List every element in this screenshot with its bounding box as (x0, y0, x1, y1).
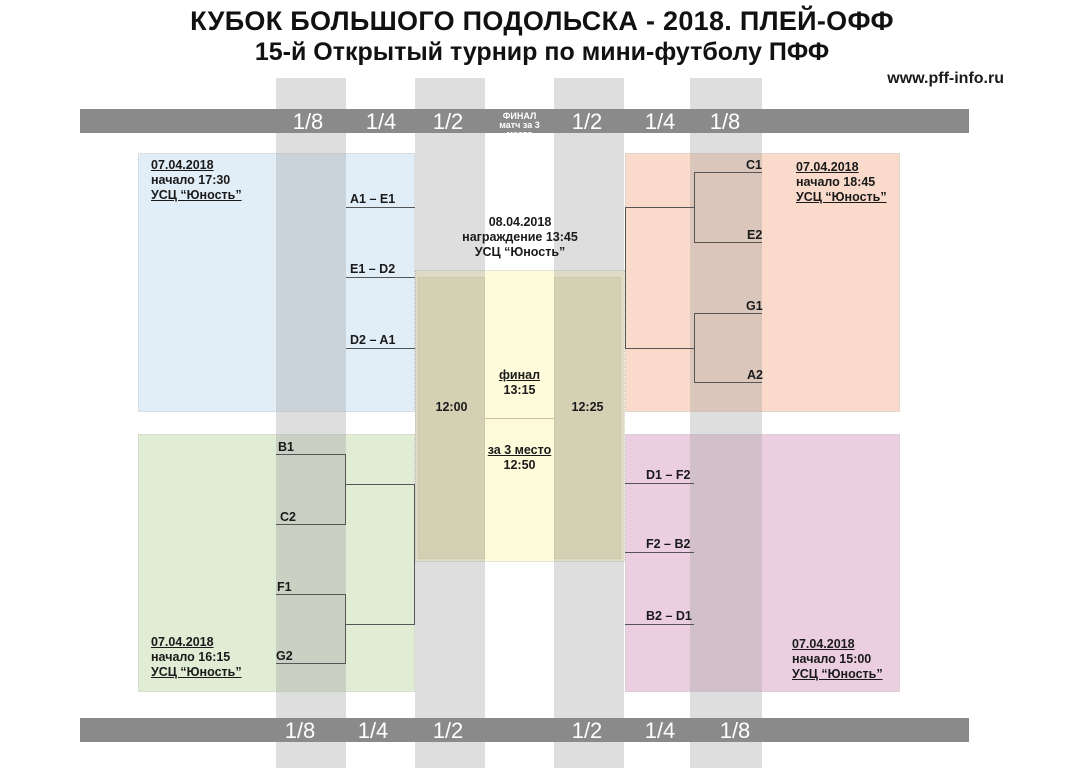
info-green: 07.04.2018 начало 16:15 УСЦ “Юность” (151, 635, 242, 679)
bracket-line (276, 663, 346, 664)
bracket-line (694, 172, 695, 242)
round-label-bottom-3: 1/2 (432, 718, 464, 743)
info-pink: 07.04.2018 начало 15:00 УСЦ “Юность” (792, 637, 883, 681)
bracket-line (625, 207, 694, 208)
final-divider (485, 418, 554, 419)
final-header-label: ФИНАЛ матч за 3 место (499, 111, 540, 139)
bracket-line (414, 484, 415, 624)
bracket-line (345, 454, 346, 524)
match-label: B2 – D1 (646, 609, 692, 623)
round-label-top-3: 1/2 (432, 109, 464, 134)
bracket-line (625, 348, 694, 349)
bracket-line (346, 348, 415, 349)
bracket-line (346, 277, 415, 278)
round-label-top-1: 1/8 (292, 109, 324, 134)
info-blue: 07.04.2018 начало 17:30 УСЦ “Юность” (151, 158, 242, 202)
bracket-line (345, 594, 346, 663)
bracket-line (625, 552, 694, 553)
rounds-bar-bottom (80, 718, 969, 742)
info-orange: 07.04.2018 начало 18:45 УСЦ “Юность” (796, 160, 887, 204)
page-subtitle: 15-й Открытый турнир по мини-футболу ПФФ (254, 38, 830, 66)
semifinal-left-box (418, 277, 485, 559)
round-label-bottom-6: 1/8 (719, 718, 751, 743)
seed-label: G1 (746, 299, 763, 313)
page-title: КУБОК БОЛЬШОГО ПОДОЛЬСКА - 2018. ПЛЕЙ-ОФФ (190, 6, 894, 36)
bracket-line (625, 624, 694, 625)
info-final: 08.04.2018 награждение 13:45 УСЦ “Юность” (462, 215, 578, 259)
round-label-top-2: 1/4 (365, 109, 397, 134)
match-label: F2 – B2 (646, 537, 691, 551)
seed-label: A2 (747, 368, 763, 382)
bracket-line (694, 313, 695, 382)
bracket-line (694, 242, 762, 243)
match-label: D2 – A1 (350, 333, 396, 347)
round-label-top-4: 1/2 (571, 109, 603, 134)
match-label: A1 – E1 (350, 192, 396, 206)
column-left-1-8 (276, 78, 346, 768)
final-match: финал 13:15 (498, 368, 541, 397)
semifinal-right-time: 12:25 (571, 400, 604, 414)
website-link[interactable]: www.pff-info.ru (887, 70, 1004, 87)
bracket-line (694, 172, 762, 173)
third-place-match: за 3 место 12:50 (487, 443, 552, 472)
round-label-top-6: 1/8 (709, 109, 741, 134)
bracket-line (694, 313, 762, 314)
match-label: D1 – F2 (646, 468, 691, 482)
bracket-line (346, 207, 415, 208)
semifinal-right-box (554, 277, 621, 559)
bracket-line (276, 594, 346, 595)
bracket-line (625, 207, 626, 348)
bracket-line (276, 524, 346, 525)
bracket-line (694, 382, 762, 383)
seed-label: E2 (747, 228, 763, 242)
semifinal-left-time: 12:00 (435, 400, 468, 414)
bracket-line (346, 624, 415, 625)
column-right-1-8 (690, 78, 762, 768)
round-label-bottom-4: 1/2 (571, 718, 603, 743)
seed-label: G2 (276, 649, 293, 663)
round-label-bottom-1: 1/8 (284, 718, 316, 743)
round-label-top-5: 1/4 (644, 109, 676, 134)
bracket-line (276, 454, 346, 455)
bracket-line (625, 483, 694, 484)
match-label: E1 – D2 (350, 262, 396, 276)
round-label-bottom-2: 1/4 (357, 718, 389, 743)
round-label-bottom-5: 1/4 (644, 718, 676, 743)
seed-label: B1 (278, 440, 294, 454)
seed-label: C1 (746, 158, 762, 172)
seed-label: C2 (280, 510, 296, 524)
bracket-line (346, 484, 415, 485)
seed-label: F1 (277, 580, 292, 594)
